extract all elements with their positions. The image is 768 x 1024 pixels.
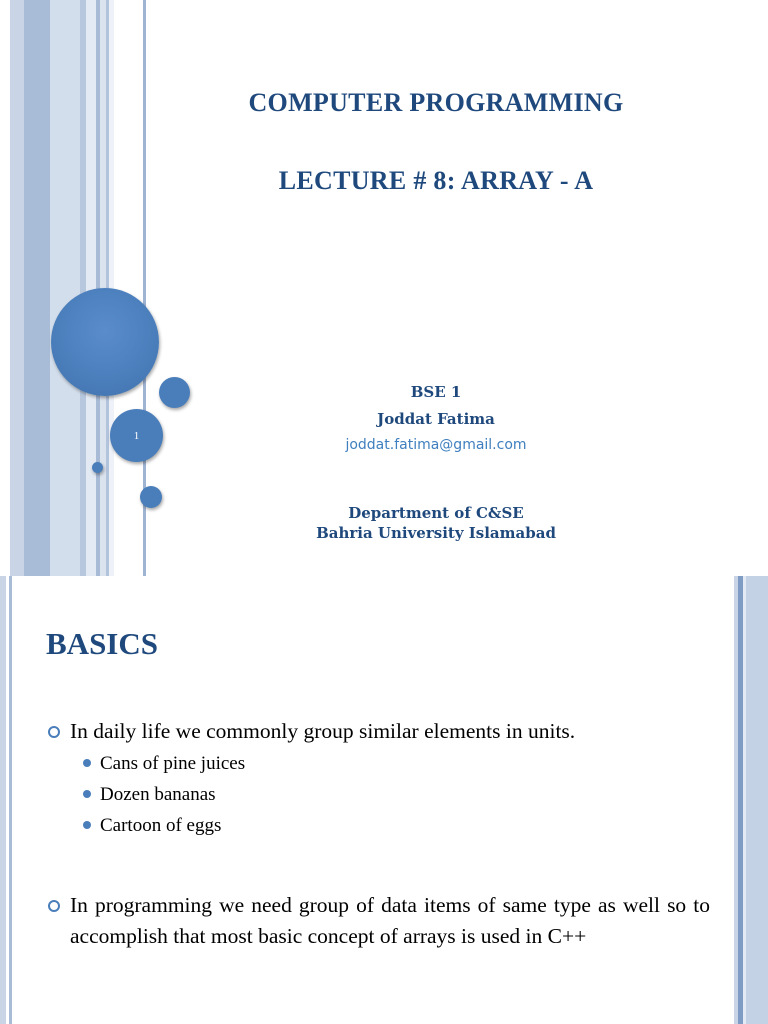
sub-bullet-text: Cartoon of eggs xyxy=(100,815,222,836)
decor-circle-small xyxy=(140,486,162,508)
decor-stripe xyxy=(746,576,768,1024)
decor-stripe xyxy=(24,0,50,576)
bullet-dot-icon xyxy=(83,790,91,798)
sub-bullet-text: Dozen bananas xyxy=(100,784,216,805)
university-name: Bahria University Islamabad xyxy=(316,524,556,542)
decor-stripe xyxy=(50,0,80,576)
decor-stripe xyxy=(10,0,24,576)
bullet-dot-icon xyxy=(83,821,91,829)
bullet-ring-icon xyxy=(48,726,60,738)
sub-bullet-text: Cans of pine juices xyxy=(100,753,246,774)
slide-title: COMPUTER PROGRAMMING xyxy=(248,88,624,117)
slide-heading: BASICS xyxy=(46,626,158,661)
decor-stripe xyxy=(9,576,12,1024)
author-name: Joddat Fatima xyxy=(377,410,495,428)
decor-circle-tiny xyxy=(92,462,103,473)
author-email-link[interactable]: joddat.fatima@gmail.com xyxy=(345,437,527,453)
department-name: Department of C&SE xyxy=(348,504,524,522)
bullet-ring-icon xyxy=(48,900,60,912)
bullet-dot-icon xyxy=(83,759,91,767)
decor-stripe xyxy=(0,0,10,576)
page-number: 1 xyxy=(133,429,140,442)
bullet-text: In programming we need group of data items of same type as well so to accomplish that most basic concept of arrays is used in C++ xyxy=(70,893,710,948)
bullet-text: In daily life we commonly group similar elements in units. xyxy=(70,719,576,743)
content-slide xyxy=(0,576,768,1024)
program-label: BSE 1 xyxy=(410,383,462,401)
decor-circle-large xyxy=(51,288,159,396)
slide-subtitle: LECTURE # 8: ARRAY - A xyxy=(278,166,594,195)
